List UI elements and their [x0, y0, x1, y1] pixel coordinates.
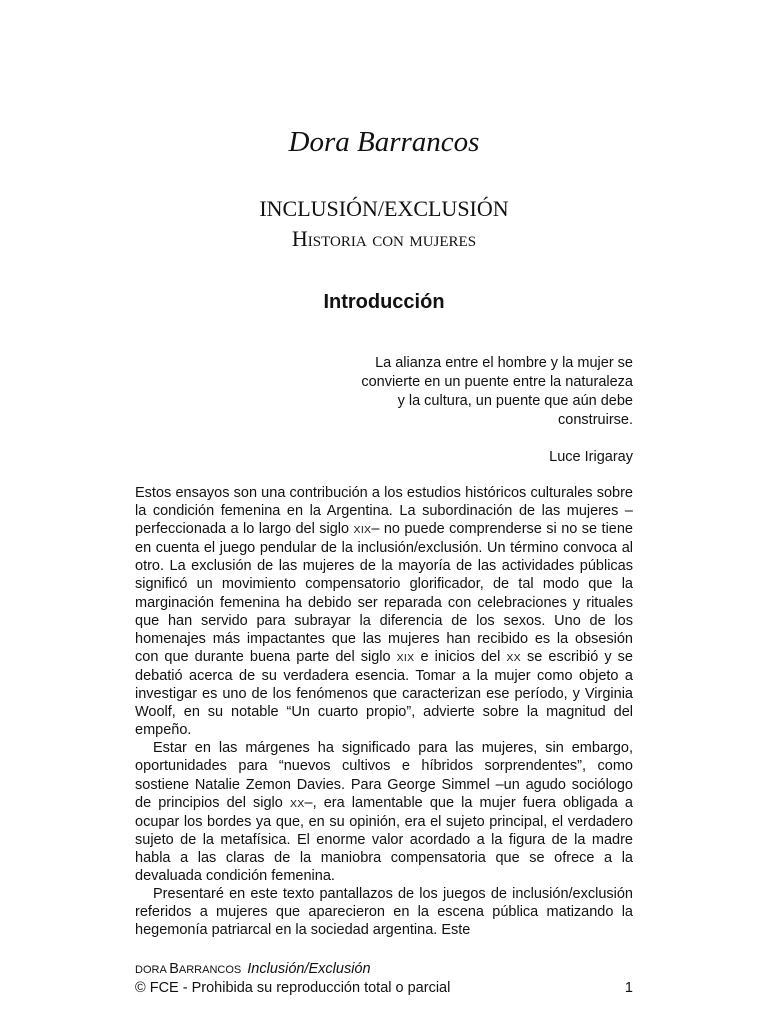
epigraph-line: construirse.	[558, 412, 633, 428]
century-numeral: XIX	[396, 651, 415, 664]
paragraph-2	[135, 739, 633, 885]
body-text	[135, 484, 633, 939]
paragraph-3	[135, 885, 633, 939]
page-number: 1	[624, 980, 633, 996]
epigraph-line: y la cultura, un puente que aún debe	[397, 393, 633, 409]
author-name: Dora Barrancos	[288, 126, 480, 158]
century-numeral: XIX	[353, 524, 372, 537]
century-numeral: XX	[506, 651, 521, 664]
text-run: Estos ensayos son una contribución a los estudios históricos culturales sobre la condición femenina en la Argentina. La subordinación de las mujeres –perfeccionada a lo largo del siglo	[135, 485, 633, 538]
footer-author: DORA	[135, 964, 170, 976]
section-heading: Introducción	[323, 291, 445, 313]
epigraph-line: La alianza entre el hombre y la mujer se	[375, 355, 633, 371]
page-footer	[135, 960, 633, 997]
text-run: Presentaré en este texto pantallazos de los juegos de inclusión/exclusión referidos a mujeres que aparecieron en la escena pública matizando la hegemonía patriarcal en la sociedad argentina. Este	[135, 886, 633, 939]
century-numeral: XX	[289, 797, 305, 810]
footer-copyright-row	[135, 979, 633, 997]
text-run: Estar en las márgenes ha significado para las mujeres, sin embargo, oportunidades para “nuevos cultivos e híbridos sorprendentes”, como sostiene Natalie Zemon Davies. Para George Simmel –un agudo sociólogo de principios del siglo	[135, 740, 633, 811]
footer-copyright: © FCE - Prohibida su reproducción total o parcial	[135, 980, 451, 996]
book-subtitle: Historia con mujeres	[291, 226, 477, 251]
footer-work-title: Inclusión/Exclusión	[247, 961, 371, 977]
text-run: e inicios del	[414, 648, 507, 665]
text-run: – no puede comprenderse si no se tiene en cuenta el juego pendular de la inclusión/exclusión. Un término convoca al otro. La exclusión de las mujeres de la mayoría de las actividades públicas significó un movimiento compensatorio glorificador, de tal modo que la marginación femenina ha debido ser reparada con celebraciones y rituales que han servido para subrayar la diferencia de los sexos. Uno de los homenajes más impactantes que las mujeres han recibido es la obsesión con que durante buena parte del siglo	[135, 521, 633, 665]
text-run: se escribió y se debatió acerca de su verdadera esencia. Tomar a la mujer como objeto a investigar es uno de los fenómenos que caracterizan ese período, y Virginia Woolf, en su notable “Un cuarto propio”, advierte sobre la magnitud del empeño.	[135, 648, 633, 739]
epigraph-quote	[323, 354, 633, 430]
book-title: INCLUSIÓN/EXCLUSIÓN	[259, 196, 509, 221]
footer-author: B	[169, 961, 179, 977]
text-run: –, era lamentable que la mujer fuera obligada a ocupar los bordes ya que, en su opinión, era el sujeto principal, el verdadero sujeto de la metafísica. El enorme valor acordado a la figura de la madre habla a las claras de la maniobra compensatoria que se ofrece a la devaluada condición femenina.	[135, 794, 633, 884]
paragraph-1	[135, 484, 633, 739]
epigraph-author: Luce Irigaray	[549, 449, 633, 465]
epigraph-line: convierte en un puente entre la naturaleza	[361, 374, 633, 390]
footer-author: ARRANCOS	[178, 964, 242, 976]
footer-citation	[135, 960, 633, 979]
